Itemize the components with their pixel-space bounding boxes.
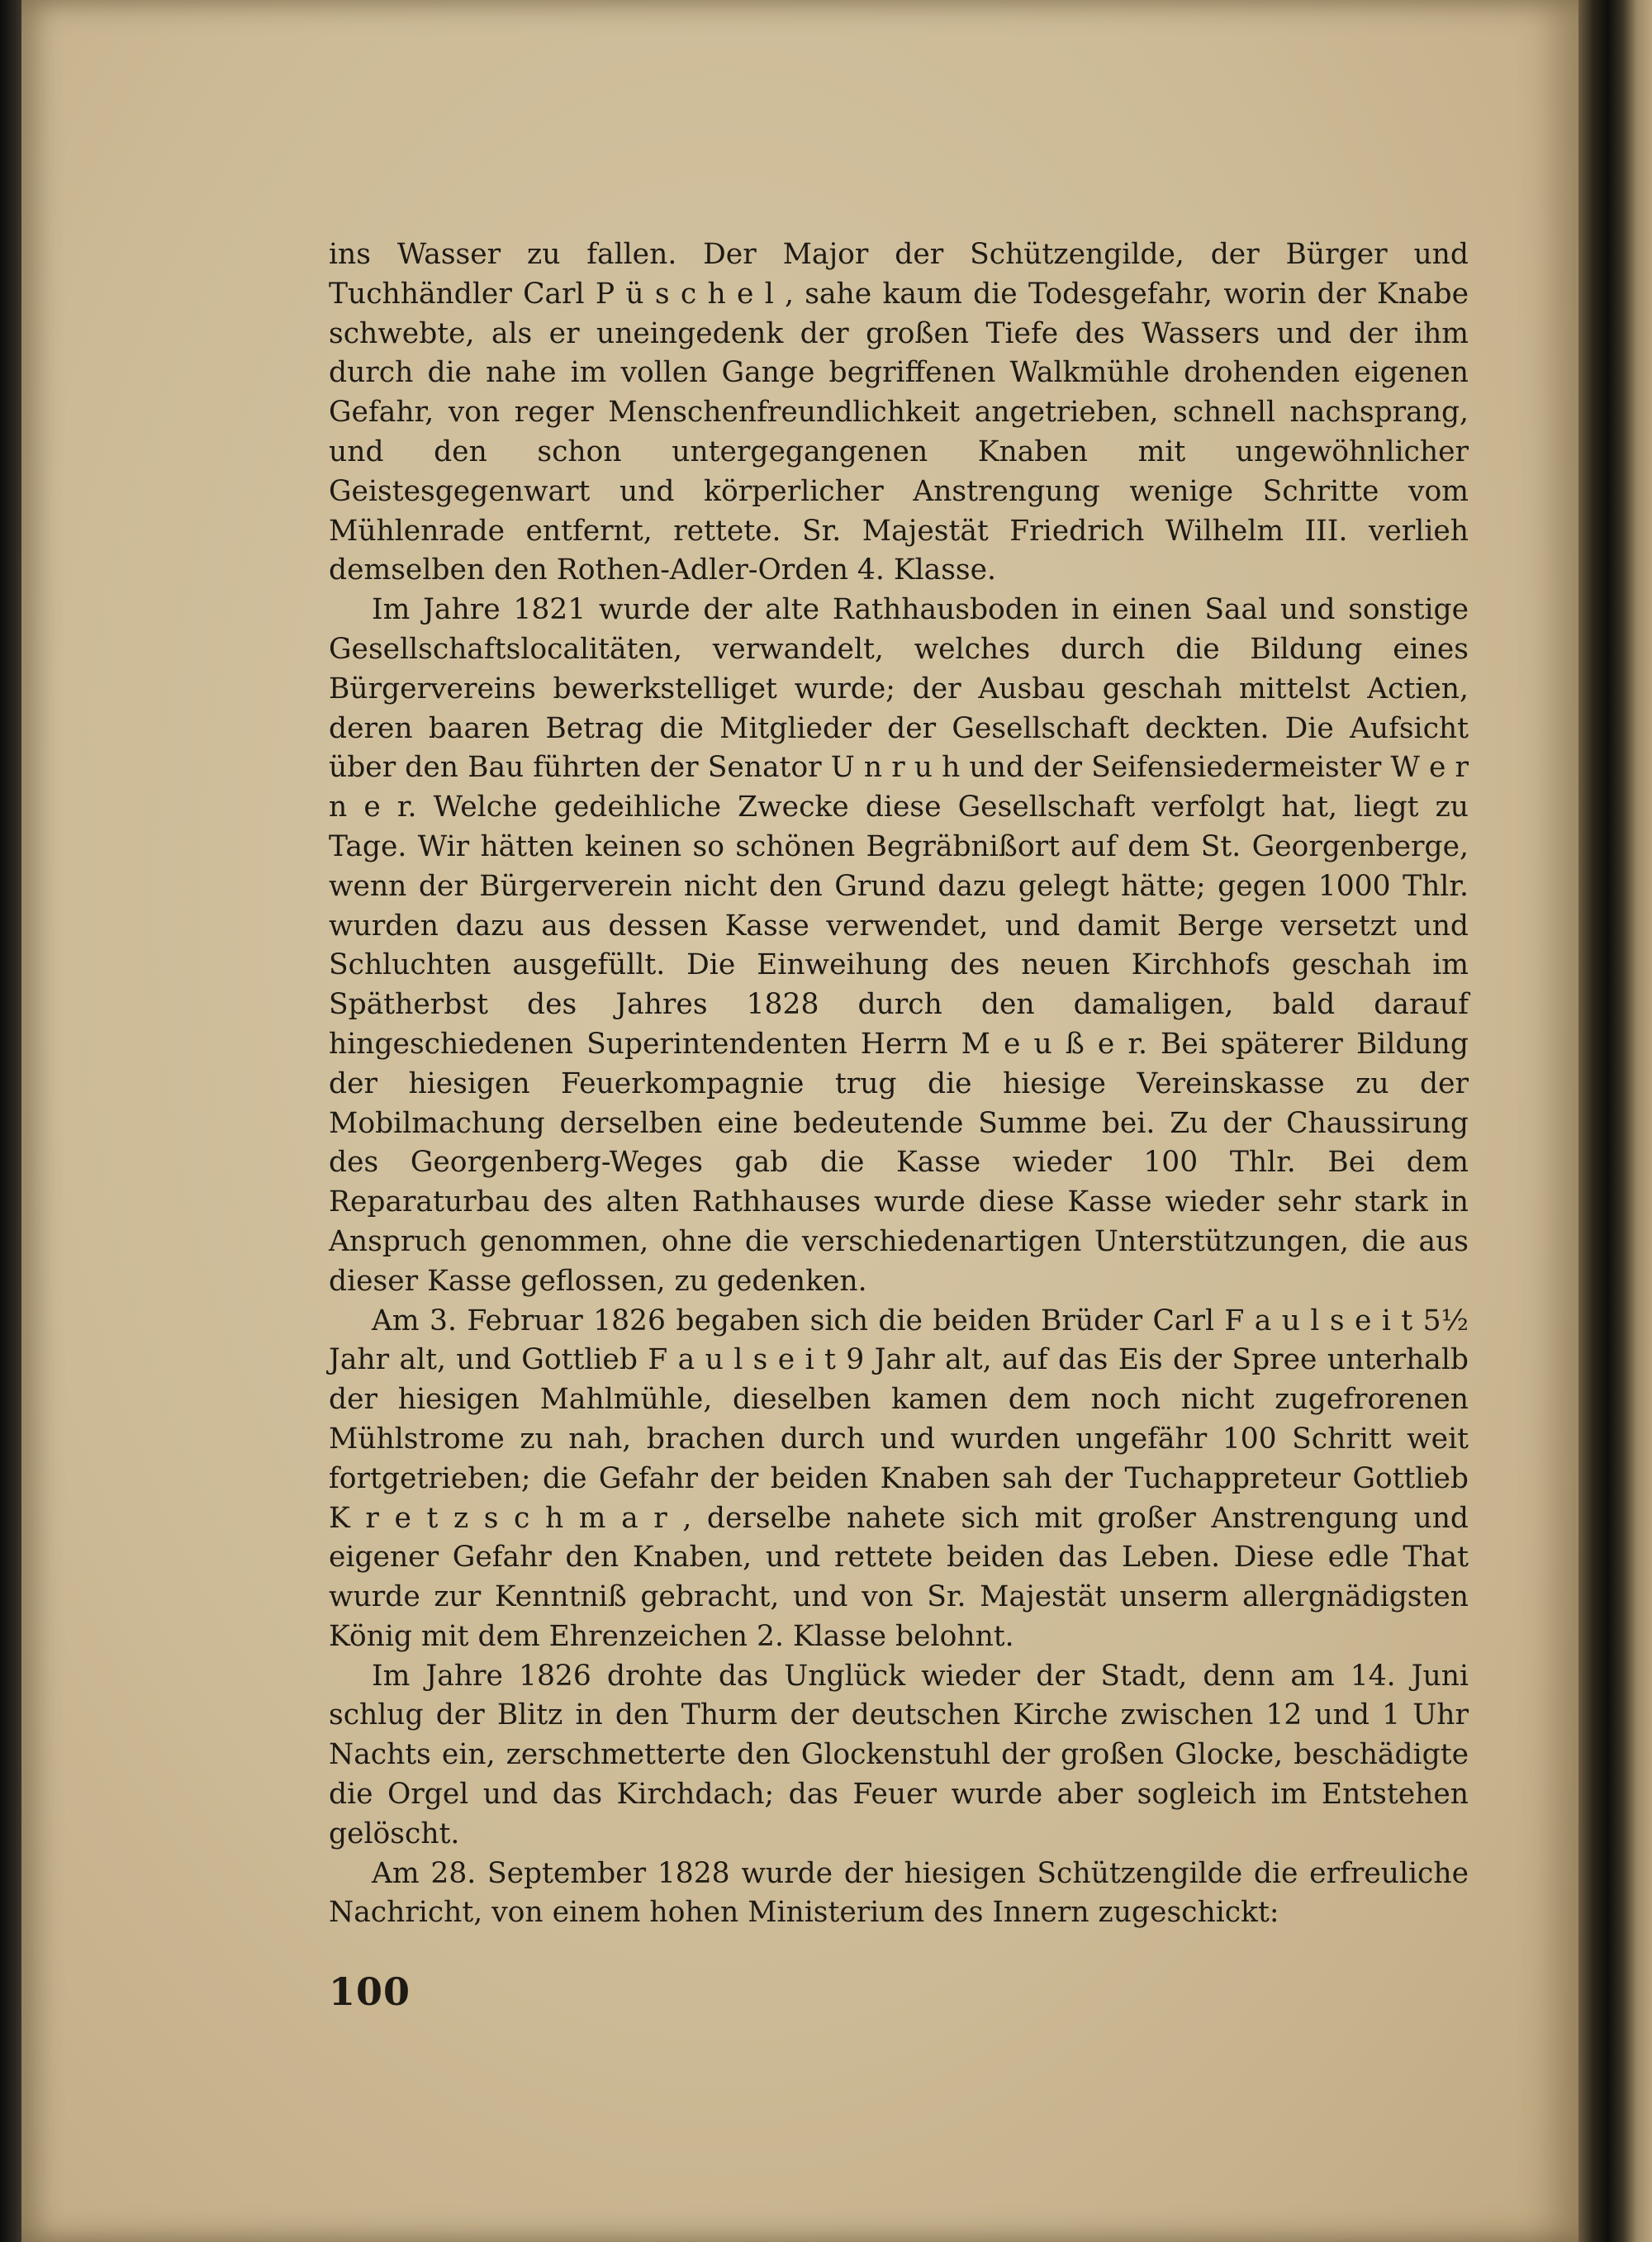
paragraph-2: Im Jahre 1821 wurde der alte Rathhausboden in einen Saal und sonstige Gesellschaftslocalitäten, verwandelt, welches durch die Bildung eines Bürgervereins bewerkstelliget wurde; der Ausbau geschah mittelst Actien, deren baaren Betrag die Mitglieder der Gesellschaft deckten. Die Aufsicht über den Bau führten der Senator U n r u h und der Seifensiedermeister W e r n e r. Welche gedeihliche Zwecke diese Gesellschaft verfolgt hat, liegt zu Tage. Wir hätten keinen so schönen Begräbnißort auf dem St. Georgenberge, wenn der Bürgerverein nicht den Grund dazu gelegt hätte; gegen 1000 Thlr. wurden dazu aus dessen Kasse verwendet, und damit Berge versetzt und Schluchten ausgefüllt. Die Einweihung des neuen Kirchhofs geschah im Spätherbst des Jahres 1828 durch den damaligen, bald darauf hingeschiedenen Superintendenten Herrn M e u ß e r. Bei späterer Bildung der hiesigen Feuerkompagnie trug die hiesige Vereinskasse zu der Mobilmachung derselben eine bedeutende Summe bei. Zu der Chaussirung des Georgenberg-Weges gab die Kasse wieder 100 Thlr. Bei dem Reparaturbau des alten Rathhauses wurde diese Kasse wieder sehr stark in Anspruch genommen, ohne die verschiedenartigen Unterstützungen, die aus dieser Kasse geflossen, zu gedenken. — [329, 593, 1469, 1298]
book-spine-edge — [0, 0, 21, 2242]
paragraph-4: Im Jahre 1826 drohte das Unglück wieder der Stadt, denn am 14. Juni schlug der Blitz in den Thurm der deutschen Kirche zwischen 12 und 1 Uhr Nachts ein, zerschmetterte den Glockenstuhl der großen Glocke, beschädigte die Orgel und das Kirchdach; das Feuer wurde aber sogleich im Entstehen gelöscht. — [329, 1659, 1469, 1850]
page-number: 100 — [329, 1969, 411, 2014]
paragraph-1: ins Wasser zu fallen. Der Major der Schützengilde, der Bürger und Tuchhändler Carl P ü s c h e l , sahe kaum die Todesgefahr, worin der Knabe schwebte, als er uneingedenk der großen Tiefe des Wassers und der ihm durch die nahe im vollen Gange begriffenen Walkmühle drohenden eigenen Gefahr, von reger Menschenfreundlichkeit angetrieben, schnell nachsprang, und den schon untergegangenen Knaben mit ungewöhnlicher Geistesgegenwart und körperlicher Anstrengung wenige Schritte vom Mühlenrade entfernt, rettete. Sr. Majestät Friedrich Wilhelm III. verlieh demselben den Rothen-Adler-Orden 4. Klasse. — [329, 238, 1469, 587]
page-text — [329, 235, 1469, 1933]
paragraph-5: Am 28. September 1828 wurde der hiesigen Schützengilde die erfreuliche Nachricht, von einem hohen Ministerium des Innern zugeschickt: — [329, 1856, 1469, 1930]
book-gutter — [1578, 0, 1652, 2242]
paragraph-3: Am 3. Februar 1826 begaben sich die beiden Brüder Carl F a u l s e i t 5½ Jahr alt, und Gottlieb F a u l s e i t 9 Jahr alt, auf das Eis der Spree unterhalb der hiesigen Mahlmühle, dieselben kamen dem noch nicht zugefrorenen Mühlstrome zu nah, brachen durch und wurden ungefähr 100 Schritt weit fortgetrieben; die Gefahr der beiden Knaben sah der Tuchappreteur Gottlieb K r e t z s c h m a r , derselbe nahete sich mit großer Anstrengung und eigener Gefahr den Knaben, und rettete beiden das Leben. Diese edle That wurde zur Kenntniß gebracht, und von Sr. Majestät unserm allergnädigsten König mit dem Ehrenzeichen 2. Klasse belohnt. — [329, 1304, 1469, 1653]
